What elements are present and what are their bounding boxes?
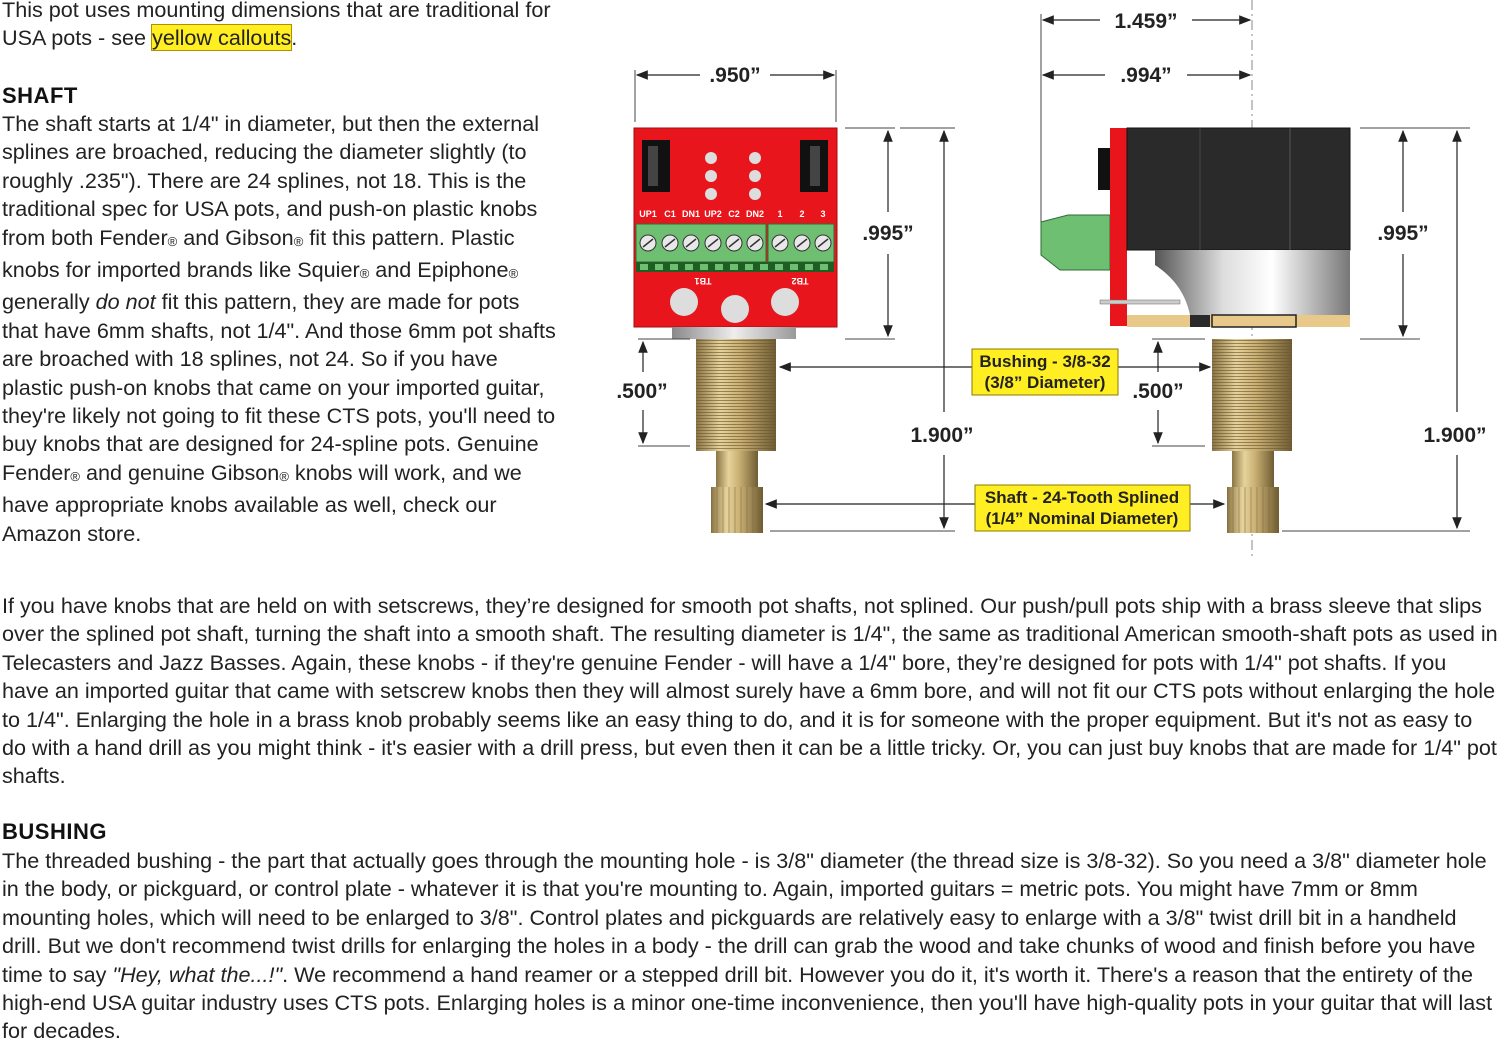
dim-bushing-side: .500” xyxy=(1132,380,1184,403)
dim-width-side: 1.459” xyxy=(1114,10,1178,33)
side-terminal-block xyxy=(1041,215,1110,270)
dim-bushing-front: .500” xyxy=(616,380,668,403)
side-can-metal xyxy=(1155,250,1350,315)
bushing-callout-line1: Bushing - 3/8-32 xyxy=(979,352,1111,371)
svg-text:UP1: UP1 xyxy=(639,209,657,219)
dim-depth-side: .994” xyxy=(1120,64,1172,87)
bushing-heading: BUSHING xyxy=(2,819,107,844)
svg-text:DN2: DN2 xyxy=(745,209,765,219)
dim-height-side: .995” xyxy=(1377,222,1429,245)
svg-text:2: 2 xyxy=(799,209,805,219)
bushing-callout-line2: (3/8” Diameter) xyxy=(984,373,1106,392)
front-view xyxy=(616,64,973,533)
shaft-callout xyxy=(766,485,1224,531)
bushing-description: The threaded bushing - the part that actually goes through the mounting hole - is 3/8" diameter (the thread size is 3/8-32). So you need a 3/8" diameter hole in the body, or pickguard, or control plate - whatever it is that you're mounting to. Again, imported guitars = metric pots. You might have 7mm or 8mm mounting holes, which will need to be enlarged to 3/8". Control plates and pickguards are relatively easy to enlarge with a 3/8" twist drill bit in a handheld drill. But we don't recommend twist drills for enlarging the holes in a body - the drill can grab the wood and take chunks of wood and finish before you have time to say "Hey, what the...!". We recommend a hand reamer or a stepped drill bit. However you do it, it's worth it. There's a reason that the entirety of the high-end USA guitar industry uses CTS pots. Enlarging holes is a minor one-time inconvenience, then you'll have high-quality pots in your guitar that will last for decades. xyxy=(2,848,1493,1044)
dim-width-front: .950” xyxy=(709,64,761,87)
svg-text:1: 1 xyxy=(777,209,783,219)
side-view xyxy=(1041,0,1487,560)
front-bushing-washer xyxy=(672,327,796,339)
shaft-callout-line1: Shaft - 24-Tooth Splined xyxy=(984,488,1180,507)
side-pcb-edge xyxy=(1110,128,1127,326)
yellow-callouts-highlight: yellow callouts xyxy=(152,25,292,51)
side-can-black xyxy=(1127,128,1350,250)
side-shaft-smooth xyxy=(1232,451,1274,487)
shaft-description: The shaft starts at 1/4" in diameter, but then the external splines are broached, reducing the diameter slightly (to roughly .235"). There are 24 splines, not 18. This is the traditional spec for USA pots, and push-on plastic knobs from both Fender® and Gibson® fit this pattern. Plastic knobs for imported brands like Squier® and Epiphone® generally do not fit this pattern, they are made for pots that have 6mm shafts, not 1/4". And those 6mm pot shafts are broached with 18 splines, not 24. So if you have plastic push-on knobs that came on your imported guitar, they're likely not going to fit these CTS pots, you'll need to buy knobs that are designed for 24-spline pots. Genuine Fender® and genuine Gibson® knobs will work, and we have appropriate knobs available as well, check our Amazon store. xyxy=(2,111,556,546)
tb1-label: TB1 xyxy=(694,276,712,286)
dim-total-front: 1.900” xyxy=(910,424,974,447)
svg-text:3: 3 xyxy=(820,209,826,219)
shaft-callout-line2: (1/4” Nominal Diameter) xyxy=(985,509,1179,528)
dim-total-side: 1.900” xyxy=(1423,424,1487,447)
dim-height-front: .995” xyxy=(862,222,914,245)
svg-text:C1: C1 xyxy=(664,209,676,219)
shaft-heading: SHAFT xyxy=(2,83,78,108)
front-shaft-smooth xyxy=(716,451,758,487)
svg-text:DN1: DN1 xyxy=(681,209,701,219)
intro-text: This pot uses mounting dimensions that are traditional for USA pots - see yellow callouts. xyxy=(2,0,551,51)
tb2-label: TB2 xyxy=(791,276,809,286)
svg-text:C2: C2 xyxy=(728,209,740,219)
svg-text:UP2: UP2 xyxy=(704,209,722,219)
setscrew-paragraph: If you have knobs that are held on with setscrews, they’re designed for smooth pot shafts, not splined. Our push/pull pots ship with a brass sleeve that slips over the splined pot shaft, turning the shaft into a smooth shaft. The resulting diameter is 1/4", the same as traditional American smooth-shaft pots as used in Telecasters and Jazz Basses. Again, these knobs - if they're genuine Fender - will have a 1/4" bore, they’re designed for pots with 1/4" pot shafts. If you have an imported guitar that came with setscrew knobs then they will almost surely have a 6mm bore, and will not fit our CTS pots without enlarging the hole to 1/4". Enlarging the hole in a brass knob probably seems like an easy thing to do, and it is for someone with the proper equipment. But it's not as easy to do with a hand drill as you might think - it's easier with a drill press, but even then it can be a little tricky. Or, you can just buy knobs that are made for 1/4" pot shafts. xyxy=(2,593,1498,789)
